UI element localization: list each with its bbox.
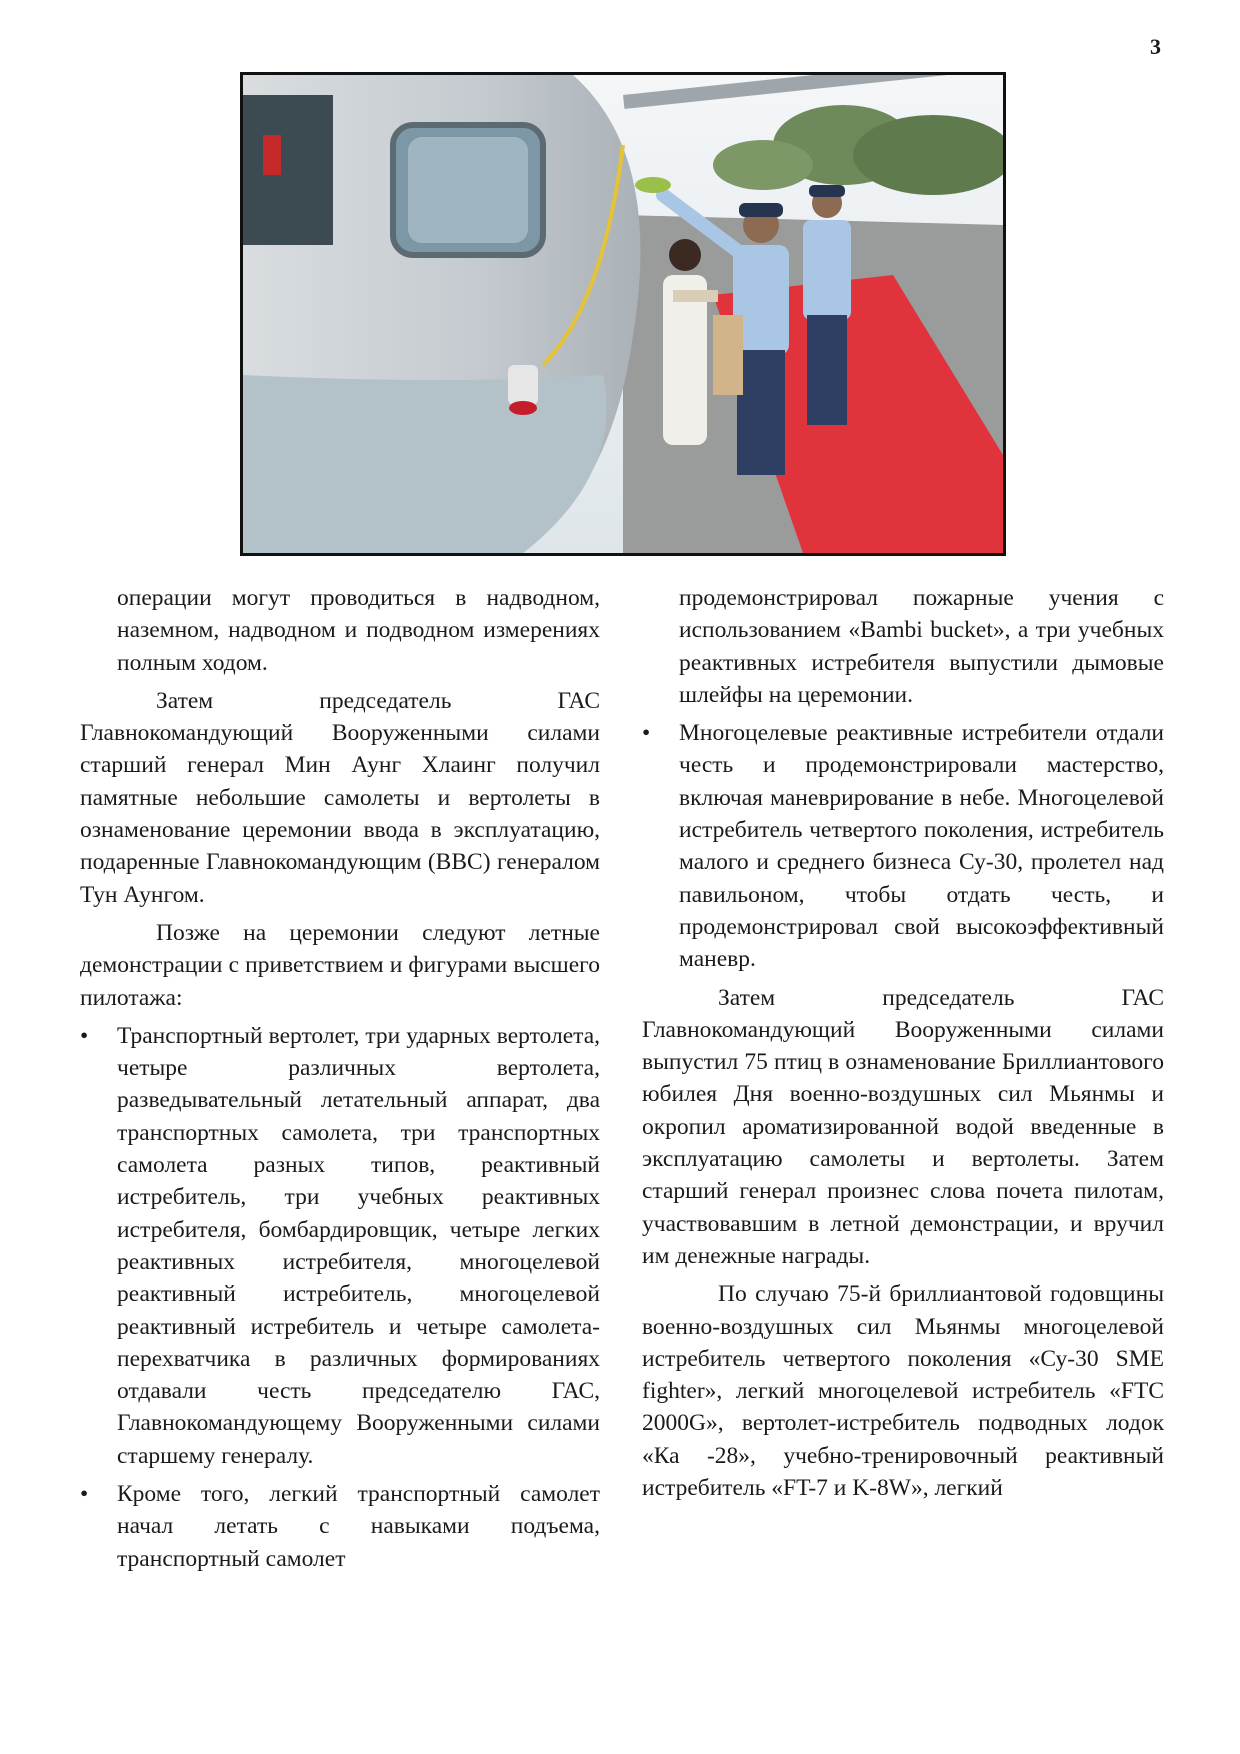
- list-item-text: Кроме того, легкий транспортный самолет начал летать с навыками подъема, транспортный самолет: [117, 1481, 600, 1572]
- paragraph: Затем председатель ГАС Главнокомандующий Вооруженными силами выпустил 75 птиц в ознаменование Бриллиантового юбилея Дня военно-воздушных сил Мьянмы и окропил ароматизированной водой введенные в эксплуатацию самолеты и вертолеты. Затем старший генерал произнес слова почета пилотам, участвовавшим в летной демонстрации, и вручил им денежные награды.: [642, 984, 1164, 1269]
- list-item: [80, 1478, 600, 1575]
- paragraph-continuation: операции могут проводиться в надводном, наземном, надводном и подводном измерениях полным ходом.: [117, 585, 600, 676]
- left-column: [80, 582, 600, 1581]
- list-item-text: Транспортный вертолет, три ударных вертолета, четыре различных вертолета, разведывательный летательный аппарат, два транспортных самолета, три транспортных самолета разных типов, реактивный истребитель, три учебных реактивных истребителя, бомбардировщик, четыре легких реактивных истребителя, многоцелевой реактивный истребитель, многоцелевой реактивный истребитель и четыре самолета-перехватчика в различных формированиях отдавали честь председателю ГАС, Главнокомандующему Вооруженными силами старшему генералу.: [117, 1022, 600, 1469]
- list-item-text: Многоцелевые реактивные истребители отдали честь и продемонстрировали мастерство, включая маневрирование в небе. Многоцелевой истребитель четвертого поколения, истребитель малого и среднего бизнеса Су-30, пролетел над павильоном, чтобы отдать честь, и продемонстрировал свой высокоэффективный маневр.: [679, 720, 1164, 973]
- paragraph-continuation: продемонстрировал пожарные учения с использованием «Bambi bucket», а три учебных реактивных истребителя выпустили дымовые шлейфы на церемонии.: [679, 585, 1164, 708]
- bullet-icon: •: [642, 720, 651, 747]
- list-item: [642, 717, 1164, 975]
- bullet-icon: •: [80, 1481, 89, 1508]
- right-column: [642, 582, 1164, 1504]
- bullet-list: [80, 1020, 600, 1575]
- paragraph: Затем председатель ГАС Главнокомандующий Вооруженными силами старший генерал Мин Аунг Хлаинг получил памятные небольшие самолеты и вертолеты в ознаменование церемонии ввода в эксплуатацию, подаренные Главнокомандующим (ВВС) генералом Тун Аунгом.: [80, 687, 600, 908]
- page-number: 3: [1150, 34, 1161, 59]
- bullet-icon: •: [80, 1022, 89, 1049]
- paragraph: По случаю 75-й бриллиантовой годовщины военно-воздушных сил Мьянмы многоцелевой истребитель четвертого поколения «Су-30 SME fighter», легкий многоцелевой истребитель «FTC 2000G», вертолет-истребитель подводных лодок «Ка -28», учебно-тренировочный реактивный истребитель «FT-7 и K-8W», легкий: [642, 1281, 1164, 1502]
- list-item: [80, 1020, 600, 1472]
- paragraph: Позже на церемонии следуют летные демонстрации с приветствием и фигурами высшего пилотажа:: [80, 919, 600, 1011]
- photo-ceremony-icon: [243, 75, 1003, 553]
- bullet-list: [642, 717, 1164, 975]
- ceremony-photo: [240, 72, 1006, 556]
